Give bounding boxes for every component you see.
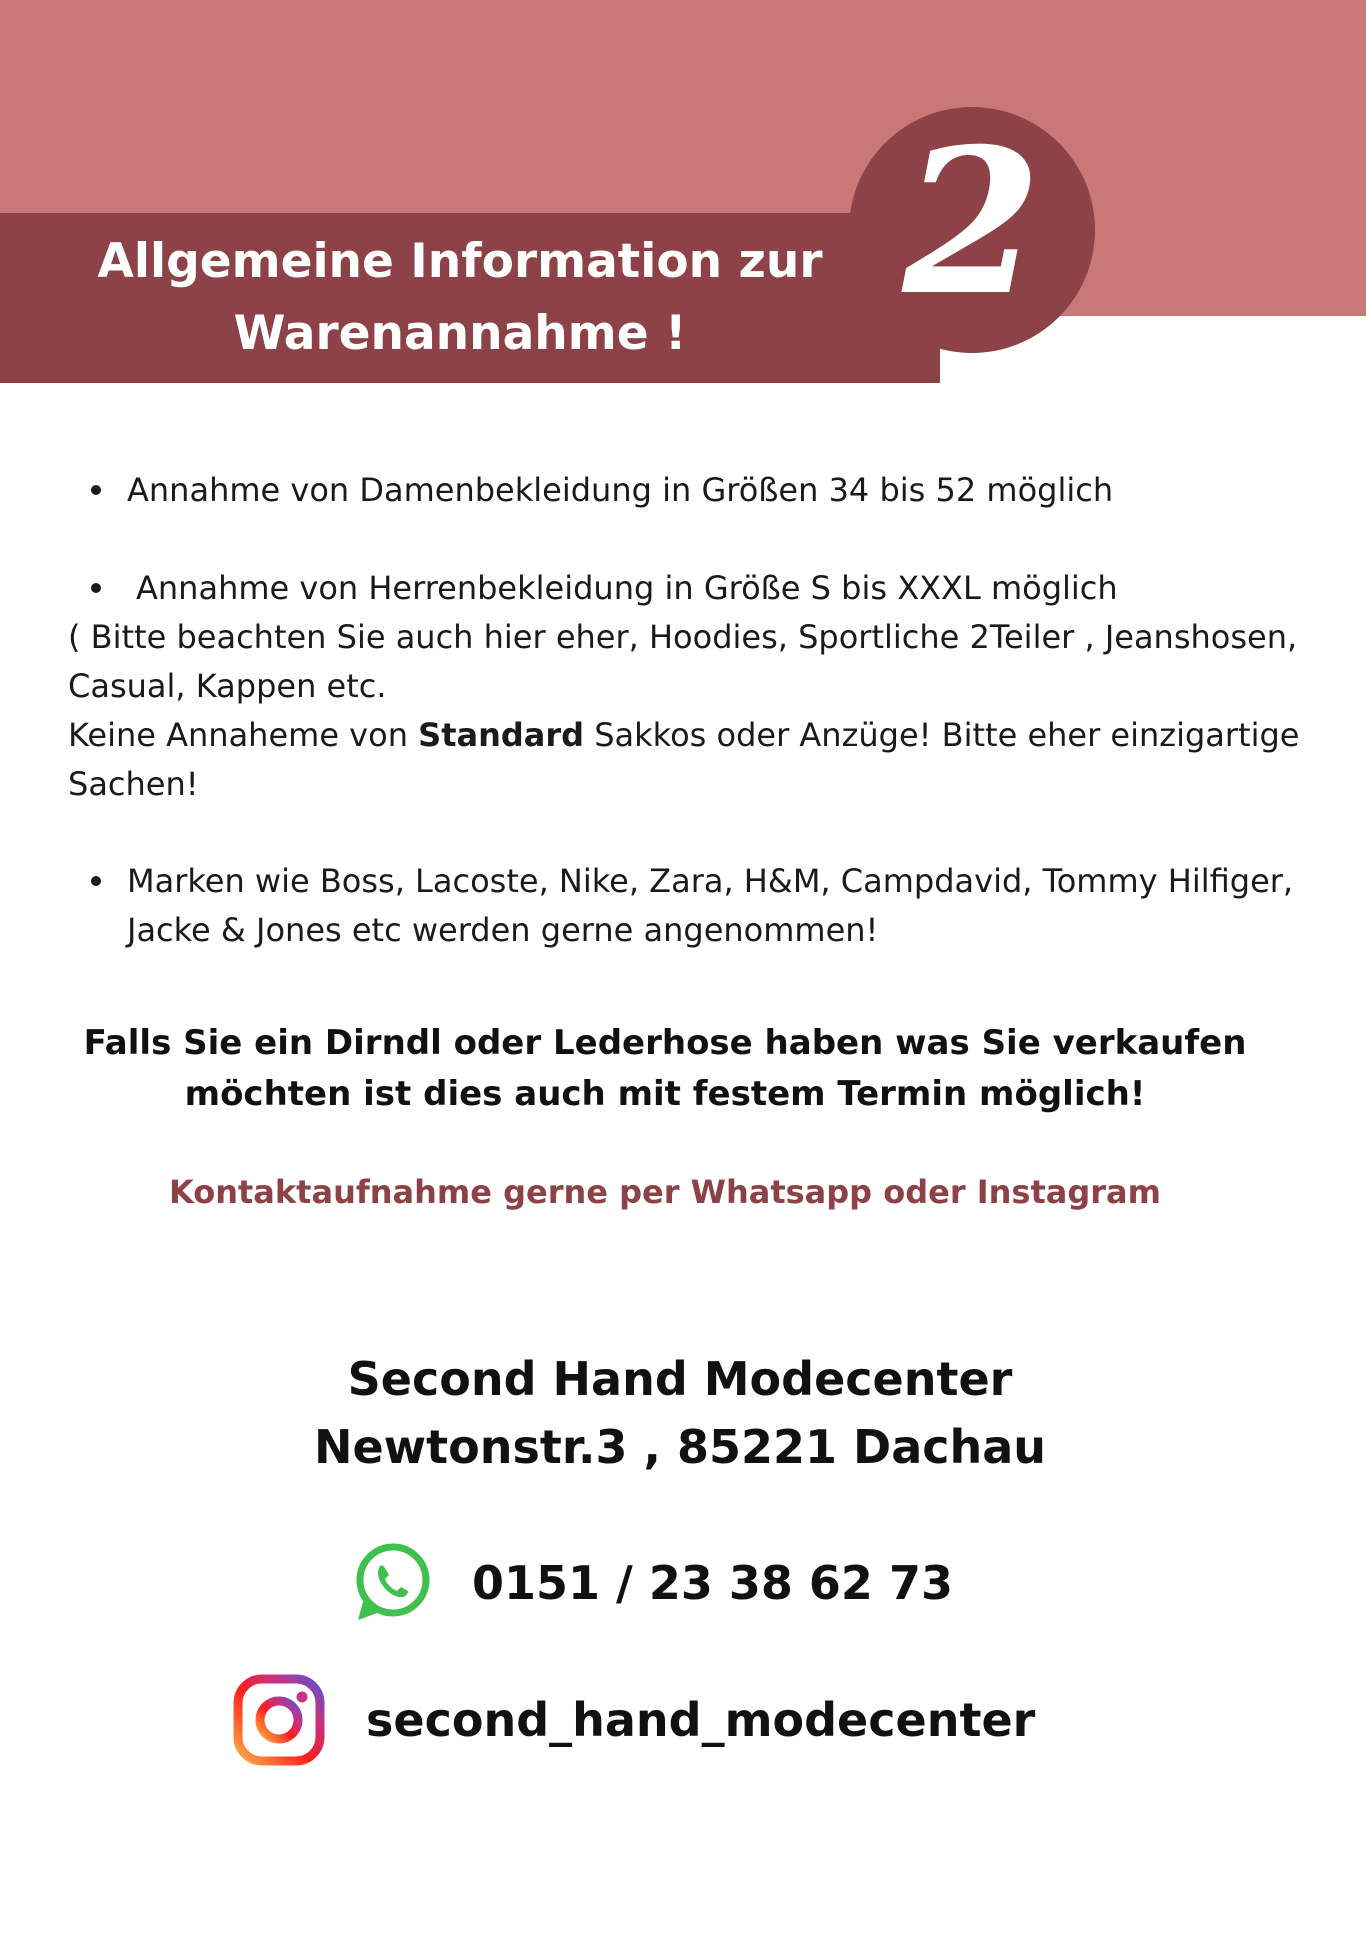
bullet-dot-2	[91, 583, 101, 593]
bullet-brands-line-1: Marken wie Boss, Lacoste, Nike, Zara, H&M, Campdavid, Tommy Hilfiger,	[127, 862, 1294, 900]
bullet-women-sizes: Annahme von Damenbekleidung in Größen 34 bis 52 möglich	[127, 471, 1114, 509]
notice-line-1: Falls Sie ein Dirndl oder Lederhose haben was Sie verkaufen	[83, 1023, 1247, 1063]
no-accept-line	[68, 711, 1299, 760]
men-note-line-2: Casual, Kappen etc.	[68, 667, 387, 705]
notice-line-2: möchten ist dies auch mit festem Termin möglich!	[184, 1074, 1146, 1114]
no-accept-suffix: Sakkos oder Anzüge! Bitte eher einzigartige	[584, 716, 1300, 754]
shop-name: Second Hand Modecenter	[347, 1352, 1013, 1406]
bullet-brands-line-2: Jacke & Jones etc werden gerne angenommen!	[127, 911, 879, 949]
men-note-line-1: ( Bitte beachten Sie auch hier eher, Hoodies, Sportliche 2Teiler , Jeanshosen,	[68, 618, 1298, 656]
shop-address: Newtonstr.3 , 85221 Dachau	[313, 1420, 1047, 1474]
no-accept-bold: Standard	[418, 716, 585, 754]
bullet-dot-3	[91, 876, 101, 886]
step-number: 2	[902, 105, 1042, 340]
instagram-handle[interactable]: second_hand_modecenter	[366, 1693, 1036, 1747]
no-accept-prefix: Keine Annaheme von	[68, 716, 419, 754]
page-title	[60, 226, 860, 370]
step-badge	[849, 107, 1095, 353]
instagram-icon	[232, 1673, 326, 1767]
title-line-2: Warenannahme !	[233, 306, 687, 361]
bullet-dot-1	[91, 485, 101, 495]
title-line-1: Allgemeine Information zur	[97, 234, 823, 289]
bullet-men-sizes: Annahme von Herrenbekleidung in Größe S bis XXXL möglich	[136, 569, 1118, 607]
shop-address-block	[60, 1345, 1300, 1481]
whatsapp-icon	[350, 1540, 434, 1624]
phone-number[interactable]: 0151 / 23 38 62 73	[472, 1556, 953, 1610]
contact-hint: Kontaktaufnahme gerne per Whatsapp oder Instagram	[169, 1173, 1161, 1211]
dirndl-notice	[60, 1018, 1270, 1120]
no-accept-line-2: Sachen!	[68, 765, 199, 803]
